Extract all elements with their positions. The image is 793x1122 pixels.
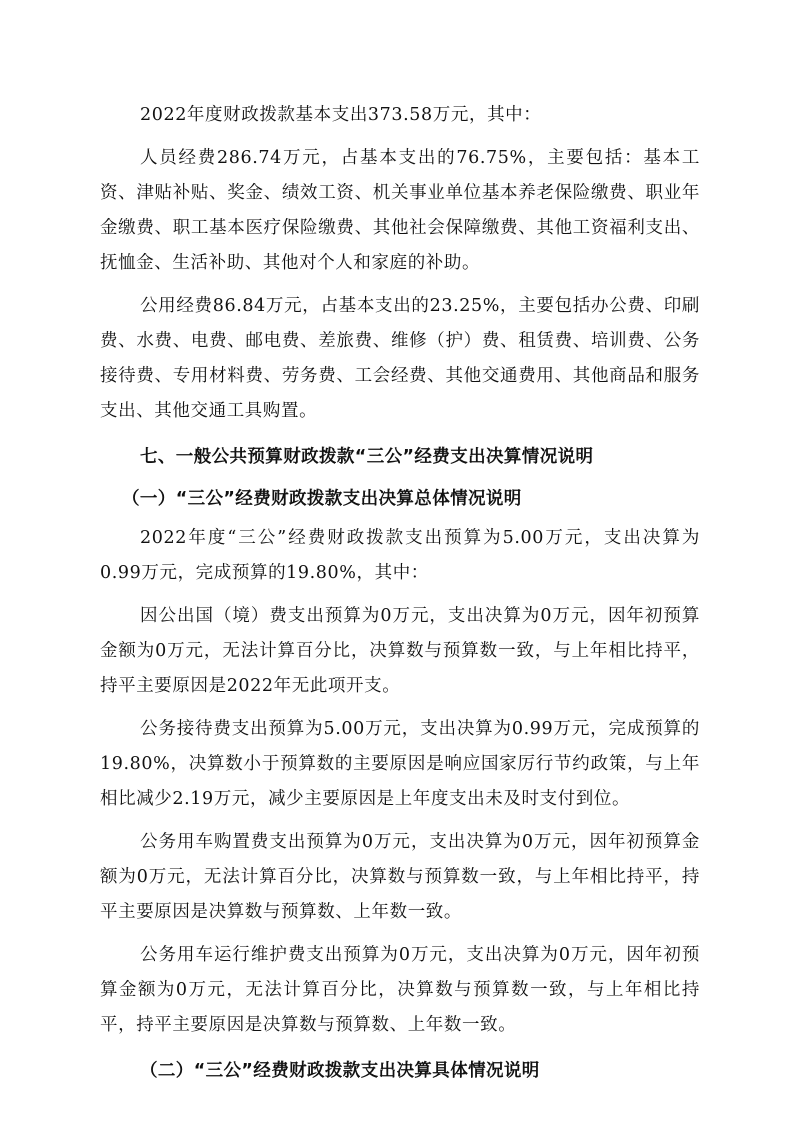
vehicle-purchase-paragraph: 公务用车购置费支出预算为0万元，支出决算为0万元，因年初预算金额为0万元，无法计算百分比，决算数与预算数一致，与上年相比持平，持平主要原因是决算数与预算数、上年数一致。: [100, 832, 700, 922]
subsection-2-heading: （二）“三公”经费财政拨款支出决算具体情况说明: [140, 1061, 540, 1081]
public-expenditure-paragraph: 公用经费86.84万元，占基本支出的23.25%，主要包括办公费、印刷费、水费、电费、邮电费、差旅费、维修（护）费、租赁费、培训费、公务接待费、专用材料费、劳务费、工会经费、其他交通费用、其他商品和服务支出、其他交通工具购置。: [100, 296, 700, 421]
three-public-total-paragraph: 2022年度“三公”经费财政拨款支出预算为5.00万元，支出决算为0.99万元，完成预算的19.80%，其中：: [100, 528, 700, 583]
basic-expenditure-paragraph: 2022年度财政拨款基本支出373.58万元，其中：: [140, 105, 542, 125]
document-page: [100, 98, 700, 1093]
subsection-1-heading: （一）“三公”经费财政拨款支出决算总体情况说明: [122, 489, 522, 509]
vehicle-maintenance-paragraph: 公务用车运行维护费支出预算为0万元，支出决算为0万元，因年初预算金额为0万元，无法计算百分比，决算数与预算数一致，与上年相比持平，持平主要原因是决算数与预算数、上年数一致。: [100, 945, 700, 1035]
personnel-expenditure-paragraph: 人员经费286.74万元，占基本支出的76.75%，主要包括：基本工资、津贴补贴、奖金、绩效工资、机关事业单位基本养老保险缴费、职业年金缴费、职工基本医疗保险缴费、其他社会保障缴费、其他工资福利支出、抚恤金、生活补助、其他对个人和家庭的补助。: [100, 148, 700, 273]
official-reception-paragraph: 公务接待费支出预算为5.00万元，支出决算为0.99万元，完成预算的19.80%，决算数小于预算数的主要原因是响应国家厉行节约政策，与上年相比减少2.19万元，减少主要原因是上年度支出未及时支付到位。: [100, 719, 700, 809]
section-heading: 七、一般公共预算财政拨款“三公”经费支出决算情况说明: [140, 447, 594, 467]
overseas-travel-paragraph: 因公出国（境）费支出预算为0万元，支出决算为0万元，因年初预算金额为0万元，无法计算百分比，决算数与预算数一致，与上年相比持平，持平主要原因是2022年无此项开支。: [100, 606, 700, 696]
